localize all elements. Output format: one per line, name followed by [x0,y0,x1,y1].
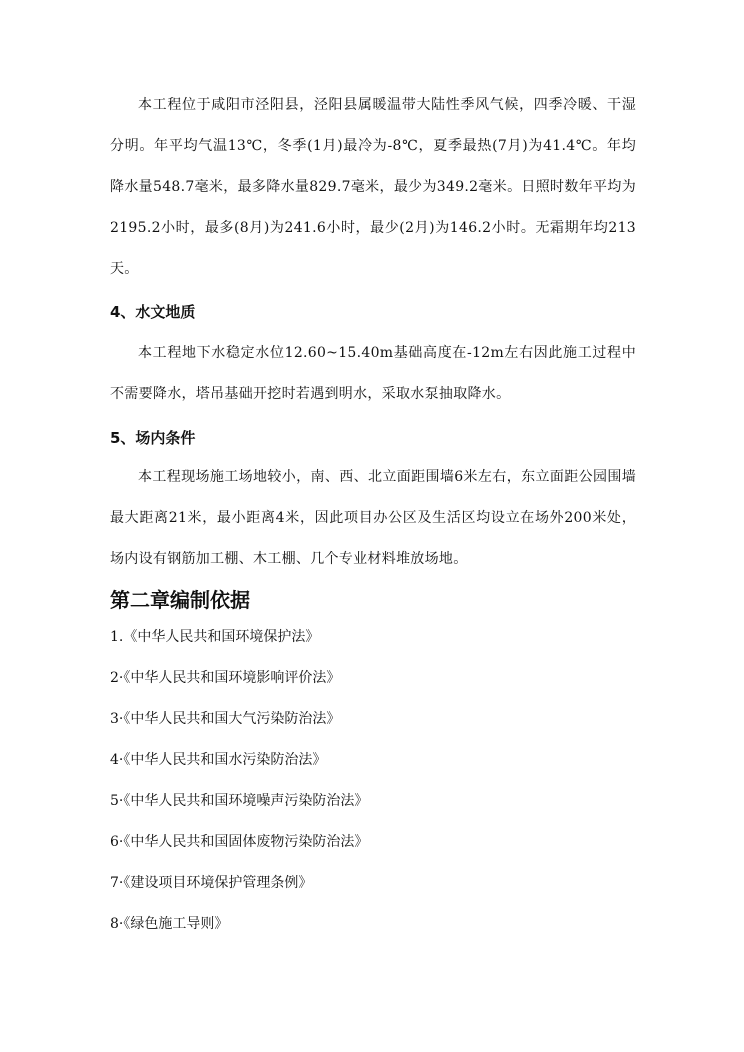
basis-list-item: 4·《中华人民共和国水污染防治法》 [110,752,327,768]
basis-list-item: 2·《中华人民共和国环境影响评价法》 [110,670,341,686]
hydrogeology-paragraph: 本工程地下水稳定水位12.60~15.40m基础高度在-12m左右因此施工过程中不需要降水，塔吊基础开挖时若遇到明水，采取水泵抽取降水。 [110,345,636,402]
section-4-heading: 4、水文地质 [110,303,196,321]
chapter-2-heading: 第二章编制依据 [110,588,250,612]
climate-paragraph: 本工程位于咸阳市泾阳县，泾阳县属暖温带大陆性季风气候，四季冷暖、干湿分明。年平均气温13℃，冬季(1月)最冷为-8℃，夏季最热(7月)为41.4℃。年均降水量548.7毫米，最多降水量829.7毫米，最少为349.2毫米。日照时数年平均为2195.2小时，最多(8月)为241.6小时，最少(2月)为146.2小时。无霜期年均213天。 [110,97,636,277]
site-conditions-paragraph: 本工程现场施工场地较小，南、西、北立面距围墙6米左右，东立面距公园围墙最大距离21米，最小距离4米，因此项目办公区及生活区均设立在场外200米处，场内设有钢筋加工棚、木工棚、几个专业材料堆放场地。 [110,469,636,567]
basis-list-item: 5·《中华人民共和国环境噪声污染防治法》 [110,793,369,809]
basis-list-item: 8·《绿色施工导则》 [110,916,229,932]
basis-list-item: 6·《中华人民共和国固体废物污染防治法》 [110,834,369,850]
basis-list-item: 1.《中华人民共和国环境保护法》 [110,629,320,645]
basis-list-item: 3·《中华人民共和国大气污染防治法》 [110,711,341,727]
section-5-heading: 5、场内条件 [110,429,196,447]
basis-list-item: 7·《建设项目环境保护管理条例》 [110,875,313,891]
